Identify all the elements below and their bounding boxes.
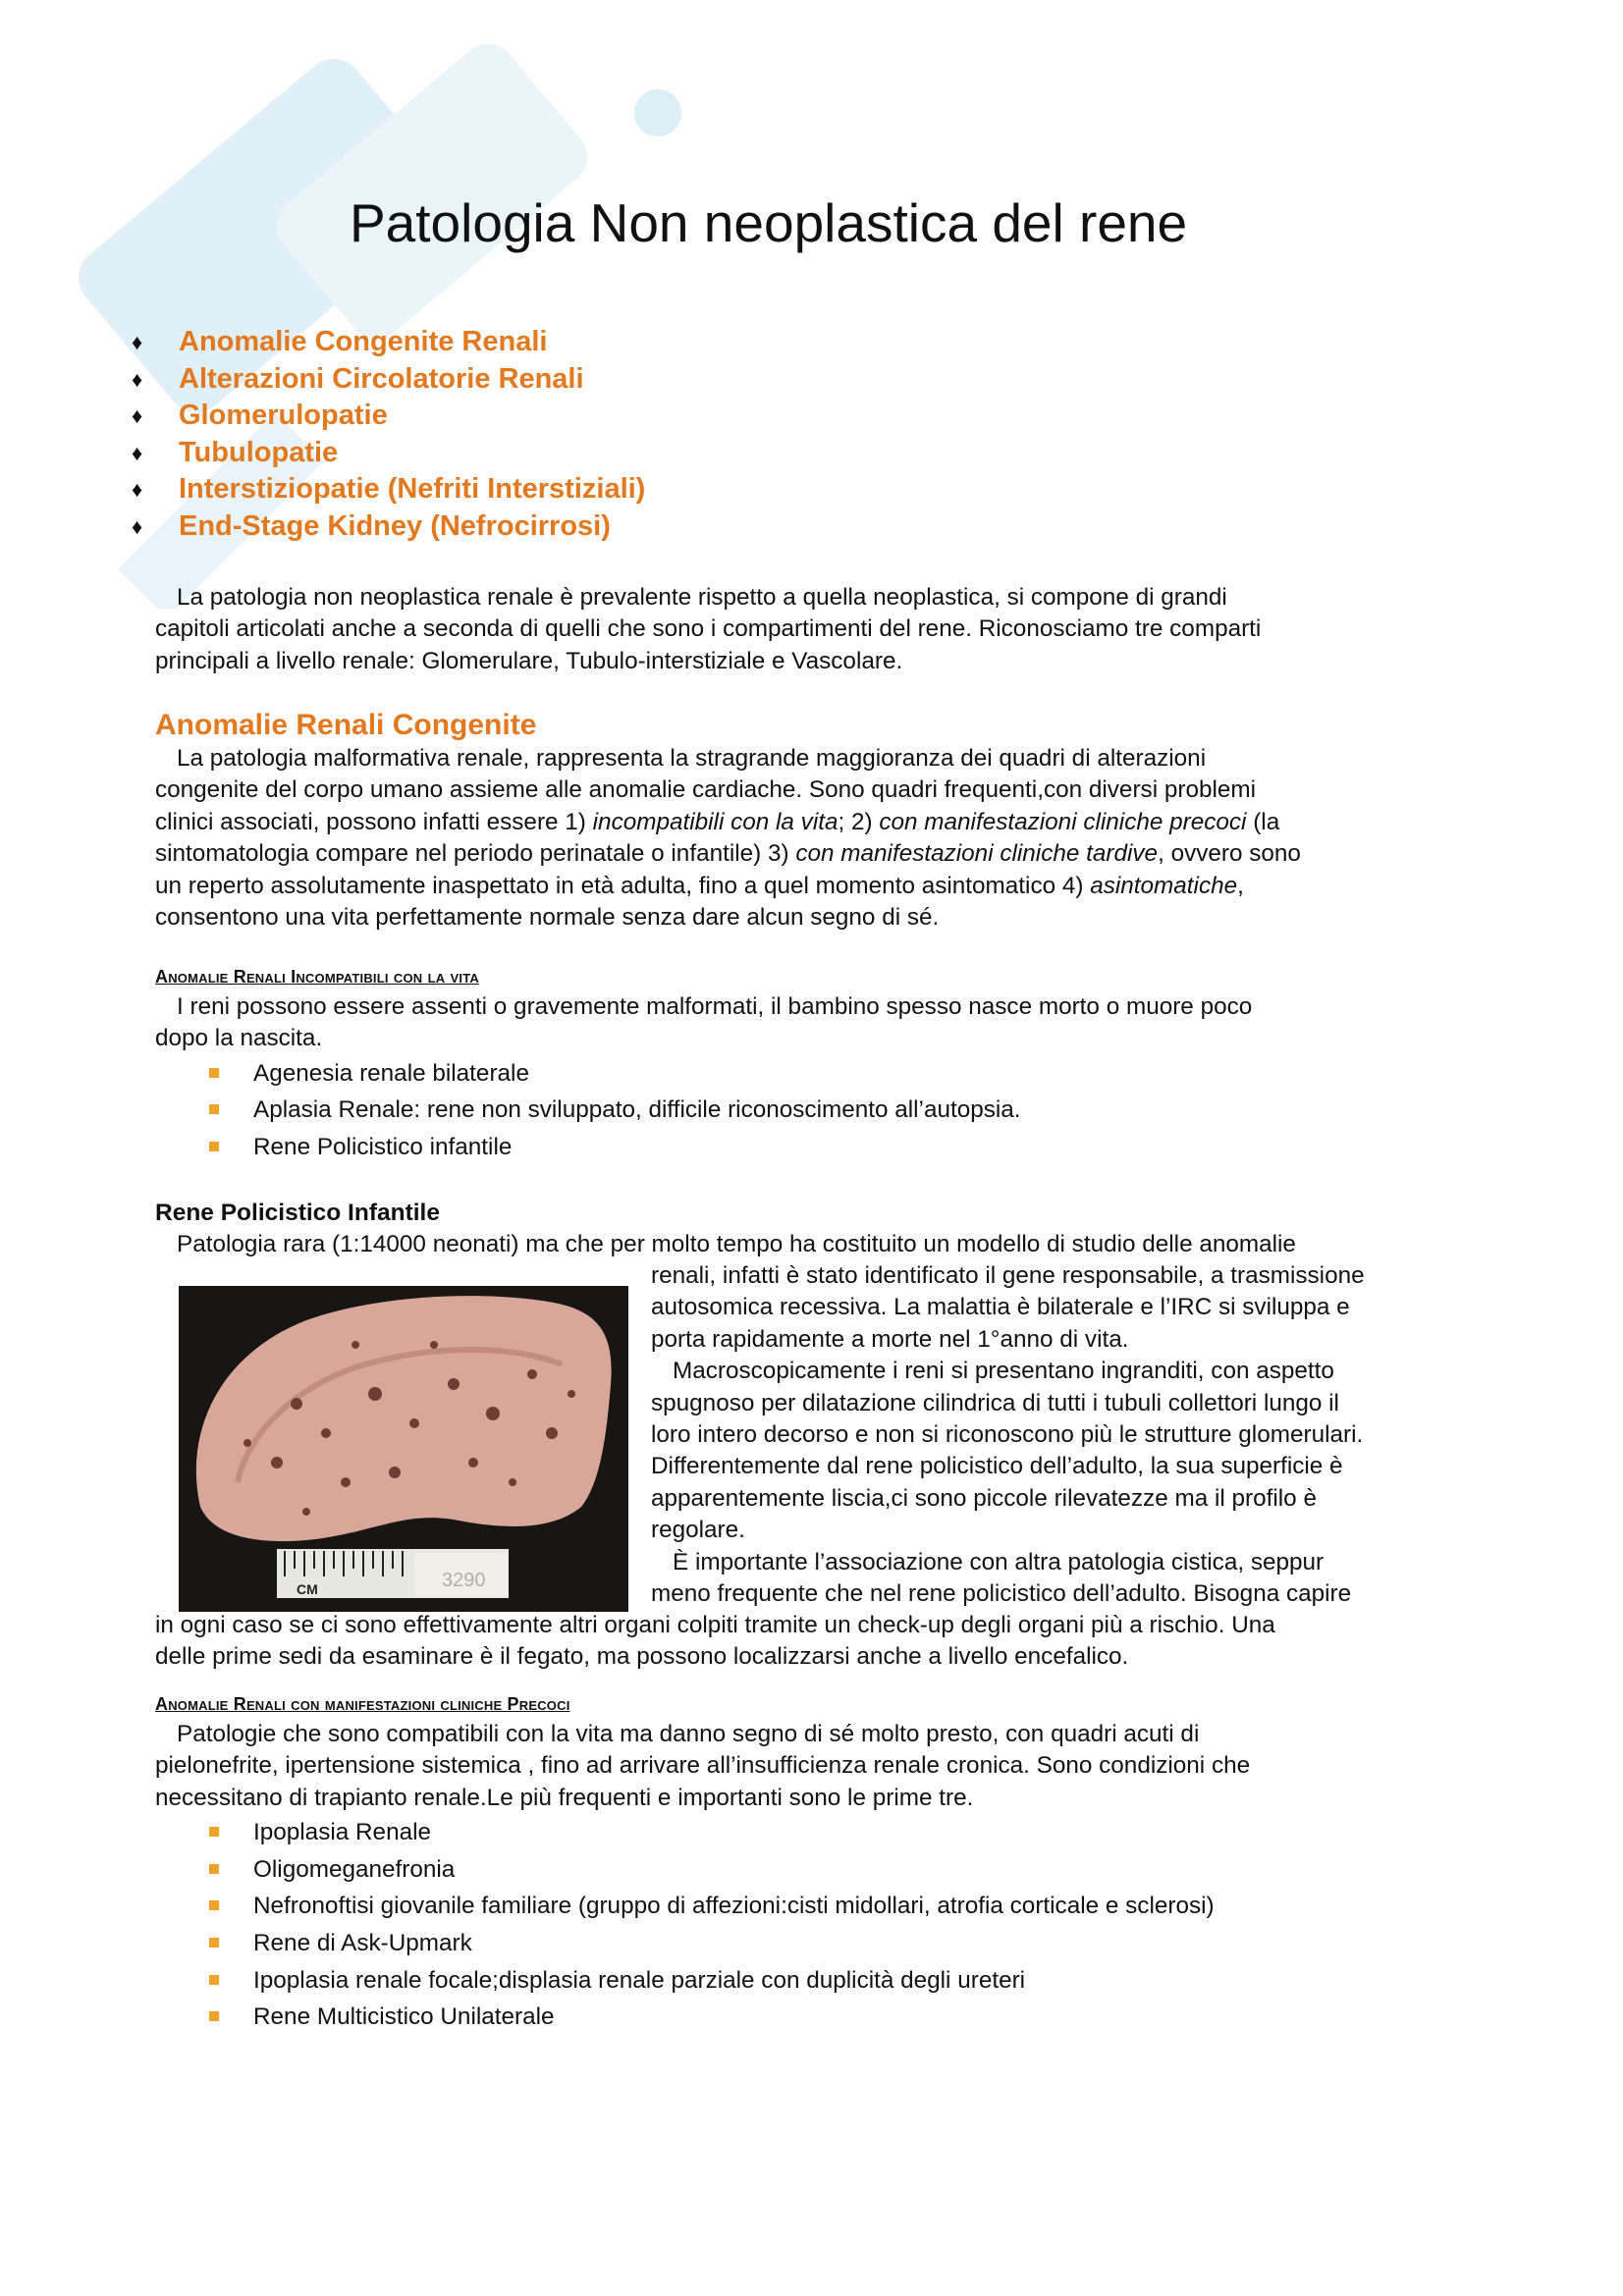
section-rene-policistico: Rene Policistico Infantile Patologia rara (1:14000 neonati) ma che per molto tempo ha costituito un modello di studio delle anomalie — [155, 1200, 1296, 1257]
specimen-number: 3290 — [442, 1570, 486, 1591]
list-item: Rene di Ask-Upmark — [155, 1925, 1250, 1962]
toc-item: ♦ Glomerulopatie — [155, 398, 645, 435]
bullet-list — [155, 1055, 1252, 1166]
subsection-heading: Anomalie Renali Incompatibili con la vita — [155, 967, 479, 987]
section-precoci: Anomalie Renali con manifestazioni cliniche Precoci Patologie che sono compatibili con la vita ma danno segno di sé molto presto, con quadri acuti di pielonefrite, ipertensione sistemica , fino ad arrivare all’insufficienza renale cronica. Sono condizioni che necessitano di trapianto renale.Le più frequenti e importanti sono le prime tre. Ipoplasia Renale Oligomeganefronia Nefronoftisi giovanile familiare (gruppo di affezioni:cisti midollari, atrofia corticale e sclerosi) Rene di Ask-Upmark Ipoplasia renale focale;displasia renale parziale con duplicità degli ureteri Rene Multicistico Unilaterale — [155, 1689, 1250, 2036]
subsection-heading: Anomalie Renali con manifestazioni cliniche Precoci — [155, 1694, 570, 1714]
square-bullet-icon — [209, 1975, 219, 1985]
square-bullet-icon — [209, 1827, 219, 1837]
list-item: Rene Policistico infantile — [155, 1129, 1252, 1166]
diamond-bullet-icon: ♦ — [132, 403, 143, 429]
list-item: Nefronoftisi giovanile familiare (gruppo di affezioni:cisti midollari, atrofia corticale e sclerosi) — [155, 1888, 1250, 1925]
subsection-heading: Rene Policistico Infantile — [155, 1200, 440, 1226]
section-anomalie-congenite: Anomalie Renali Congenite La patologia malformativa renale, rappresenta la stragrande maggioranza dei quadri di alterazioni congenite del corpo umano assieme alle anomalie cardiache. Sono quadri frequenti,con diversi problemi clinici associati, possono infatti essere 1) incompatibili con la vita; 2) con manifestazioni cliniche precoci (la sintomatologia compare nel periodo perinatale o infantile) 3) con manifestazioni cliniche tardive, ovvero sono un reperto assolutamente inaspettato in età adulta, fino a quel momento asintomatico 4) asintomatiche, consentono una vita perfettamente normale senza dare alcun segno di sé. — [155, 709, 1301, 932]
toc-item: ♦ Alterazioni Circolatorie Renali — [155, 361, 645, 399]
diamond-bullet-icon: ♦ — [132, 366, 143, 392]
diamond-bullet-icon: ♦ — [132, 440, 143, 465]
square-bullet-icon — [209, 1104, 219, 1114]
kidney-illustration — [179, 1286, 628, 1612]
list-item: Aplasia Renale: rene non sviluppato, difficile riconoscimento all’autopsia. — [155, 1092, 1252, 1129]
wrapped-paragraph: renali, infatti è stato identificato il gene responsabile, a trasmissione autosomica recessiva. La malattia è bilaterale e l’IRC si sviluppa e porta rapidamente a morte nel 1°anno di vita. Macroscopicamente i reni si presentano ingranditi, con aspetto spugnoso per dilatazione cilindrica di tutti i tubuli collettori lungo il loro intero decorso e non si riconoscono più le strutture glomerulari. Differentemente dal rene policistico dell’adulto, la sua superficie è apparentemente liscia,ci sono piccole rilevatezze ma il profilo è regolare. È importante l’associazione con altra patologia cistica, seppur meno frequente che nel rene policistico dell’adulto. Bisogna capire — [651, 1262, 1365, 1608]
section-incompatibili: Anomalie Renali Incompatibili con la vita I reni possono essere assenti o gravemente malformati, il bambino spesso nasce morto o muore poco dopo la nascita. Agenesia renale bilaterale Aplasia Renale: rene non sviluppato, difficile riconoscimento all’autopsia. Rene Policistico infantile — [155, 962, 1252, 1166]
diamond-bullet-icon: ♦ — [132, 477, 143, 503]
diamond-bullet-icon: ♦ — [132, 330, 143, 354]
toc-item: ♦ End-Stage Kidney (Nefrocirrosi) — [155, 508, 645, 546]
table-of-contents — [132, 324, 646, 546]
list-item: Rene Multicistico Unilaterale — [155, 1999, 1250, 2036]
toc-item: ♦ Interstiziopatie (Nefriti Interstiziali) — [155, 471, 645, 508]
list-item: Oligomeganefronia — [155, 1851, 1250, 1889]
kidney-specimen-photo — [179, 1286, 628, 1612]
toc-item: ♦ Tubulopatie — [155, 435, 645, 472]
square-bullet-icon — [209, 1938, 219, 1948]
list-item: Ipoplasia renale focale;displasia renale parziale con duplicità degli ureteri — [155, 1962, 1250, 2000]
square-bullet-icon — [209, 1864, 219, 1874]
diamond-bullet-icon: ♦ — [132, 513, 143, 539]
section-heading: Anomalie Renali Congenite — [155, 709, 537, 741]
intro-paragraph: La patologia non neoplastica renale è prevalente rispetto a quella neoplastica, si compone di grandi capitoli articolati anche a seconda di quelli che sono i compartimenti del rene. Riconosciamo tre comparti principali a livello renale: Glomerulare, Tubulo-interstiziale e Vascolare. — [155, 584, 1262, 674]
square-bullet-icon — [209, 1142, 219, 1151]
list-item: Agenesia renale bilaterale — [155, 1055, 1252, 1093]
ruler-label: CM — [297, 1581, 318, 1597]
bullet-list — [155, 1814, 1250, 2036]
list-item: Ipoplasia Renale — [155, 1814, 1250, 1851]
square-bullet-icon — [209, 2011, 219, 2021]
paragraph-continuation: in ogni caso se ci sono effettivamente altri organi colpiti tramite un check-up degli organi più a rischio. Una delle prime sedi da esaminare è il fegato, ma possono localizzarsi anche a livello encefalico. — [155, 1612, 1275, 1671]
square-bullet-icon — [209, 1900, 219, 1910]
square-bullet-icon — [209, 1068, 219, 1078]
page-title: Patologia Non neoplastica del rene — [350, 192, 1188, 253]
toc-item: ♦ Anomalie Congenite Renali — [155, 324, 645, 361]
